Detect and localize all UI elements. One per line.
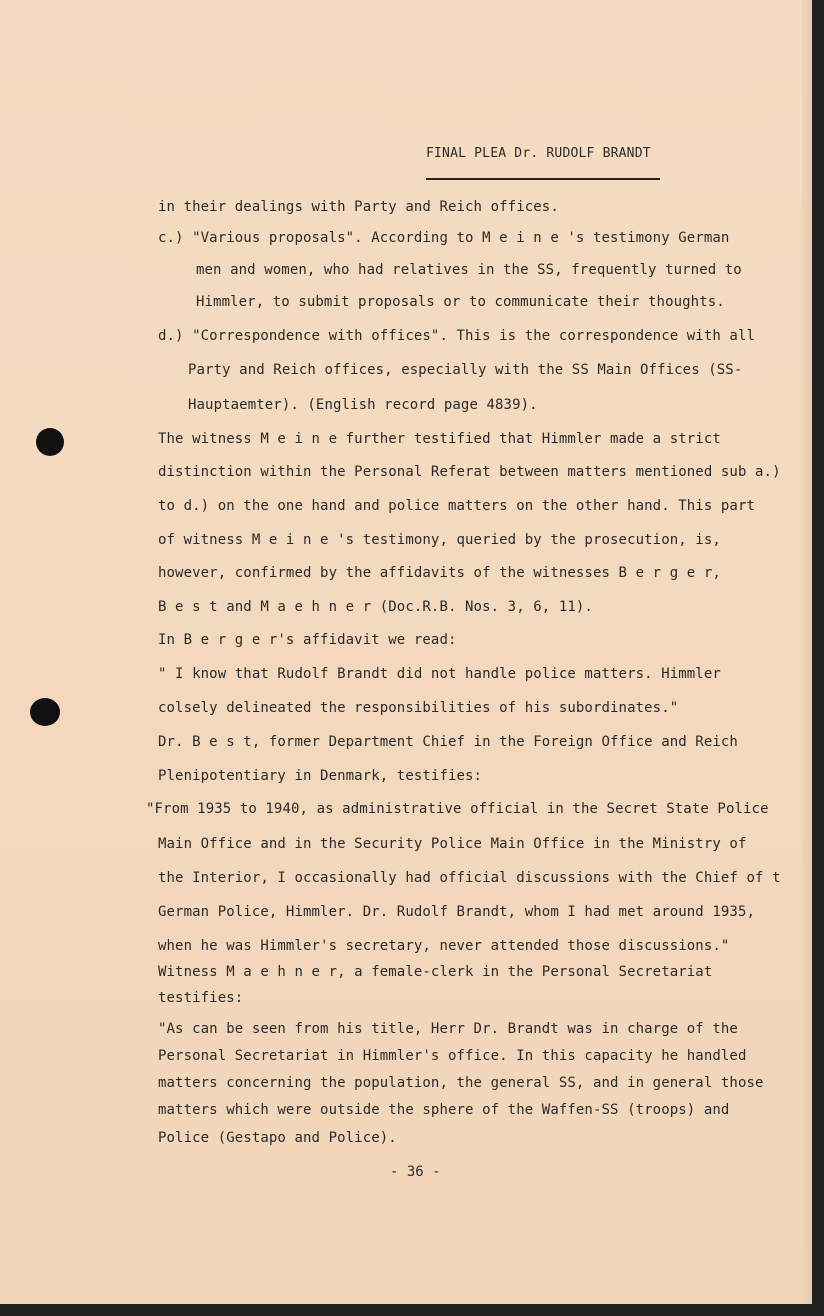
text-line: "As can be seen from his title, Herr Dr. Brandt was in charge of the	[158, 1021, 738, 1037]
punch-hole-bottom	[30, 698, 60, 726]
text-line: Party and Reich offices, especially with the SS Main Offices (SS-	[188, 362, 743, 378]
text-line: testifies:	[158, 990, 244, 1006]
text-line: Hauptaemter). (English record page 4839).	[188, 397, 538, 413]
text-line: c.) "Various proposals". According to M e i n e 's testimony German	[158, 230, 730, 246]
text-line: Witness M a e h n e r, a female-clerk in the Personal Secretariat	[158, 964, 713, 980]
page-number: - 36 -	[390, 1164, 441, 1180]
text-line: men and women, who had relatives in the SS, frequently turned to	[196, 262, 742, 278]
text-line: Dr. B e s t, former Department Chief in the Foreign Office and Reich	[158, 734, 738, 750]
text-line: of witness M e i n e 's testimony, queried by the prosecution, is,	[158, 532, 721, 548]
text-line: matters which were outside the sphere of the Waffen-SS (troops) and	[158, 1102, 730, 1118]
text-line: Main Office and in the Security Police Main Office in the Ministry of	[158, 836, 747, 852]
text-line: when he was Himmler's secretary, never attended those discussions."	[158, 938, 730, 954]
document-header: FINAL PLEA Dr. RUDOLF BRANDT	[426, 146, 651, 161]
text-line: Personal Secretariat in Himmler's office. In this capacity he handled	[158, 1048, 747, 1064]
text-line: In B e r g e r's affidavit we read:	[158, 632, 457, 648]
text-line: in their dealings with Party and Reich offices.	[158, 199, 559, 215]
text-line: colsely delineated the responsibilities of his subordinates."	[158, 700, 679, 716]
text-line: B e s t and M a e h n e r (Doc.R.B. Nos. 3, 6, 11).	[158, 599, 593, 615]
text-line: the Interior, I occasionally had official discussions with the Chief of t	[158, 870, 781, 886]
text-line: " I know that Rudolf Brandt did not handle police matters. Himmler	[158, 666, 721, 682]
punch-hole-top	[36, 428, 64, 456]
text-line: "From 1935 to 1940, as administrative official in the Secret State Police	[146, 801, 769, 817]
page-edge	[802, 0, 812, 1304]
text-line: d.) "Correspondence with offices". This is the correspondence with all	[158, 328, 756, 344]
header-rule	[426, 178, 660, 180]
text-line: Plenipotentiary in Denmark, testifies:	[158, 768, 483, 784]
text-line: however, confirmed by the affidavits of the witnesses B e r g e r,	[158, 565, 721, 581]
text-line: Himmler, to submit proposals or to communicate their thoughts.	[196, 294, 725, 310]
text-line: Police (Gestapo and Police).	[158, 1130, 397, 1146]
text-line: matters concerning the population, the general SS, and in general those	[158, 1075, 764, 1091]
text-line: German Police, Himmler. Dr. Rudolf Brandt, whom I had met around 1935,	[158, 904, 756, 920]
text-line: The witness M e i n e further testified that Himmler made a strict	[158, 431, 721, 447]
text-line: distinction within the Personal Referat between matters mentioned sub a.)	[158, 464, 781, 480]
text-line: to d.) on the one hand and police matters on the other hand. This part	[158, 498, 756, 514]
